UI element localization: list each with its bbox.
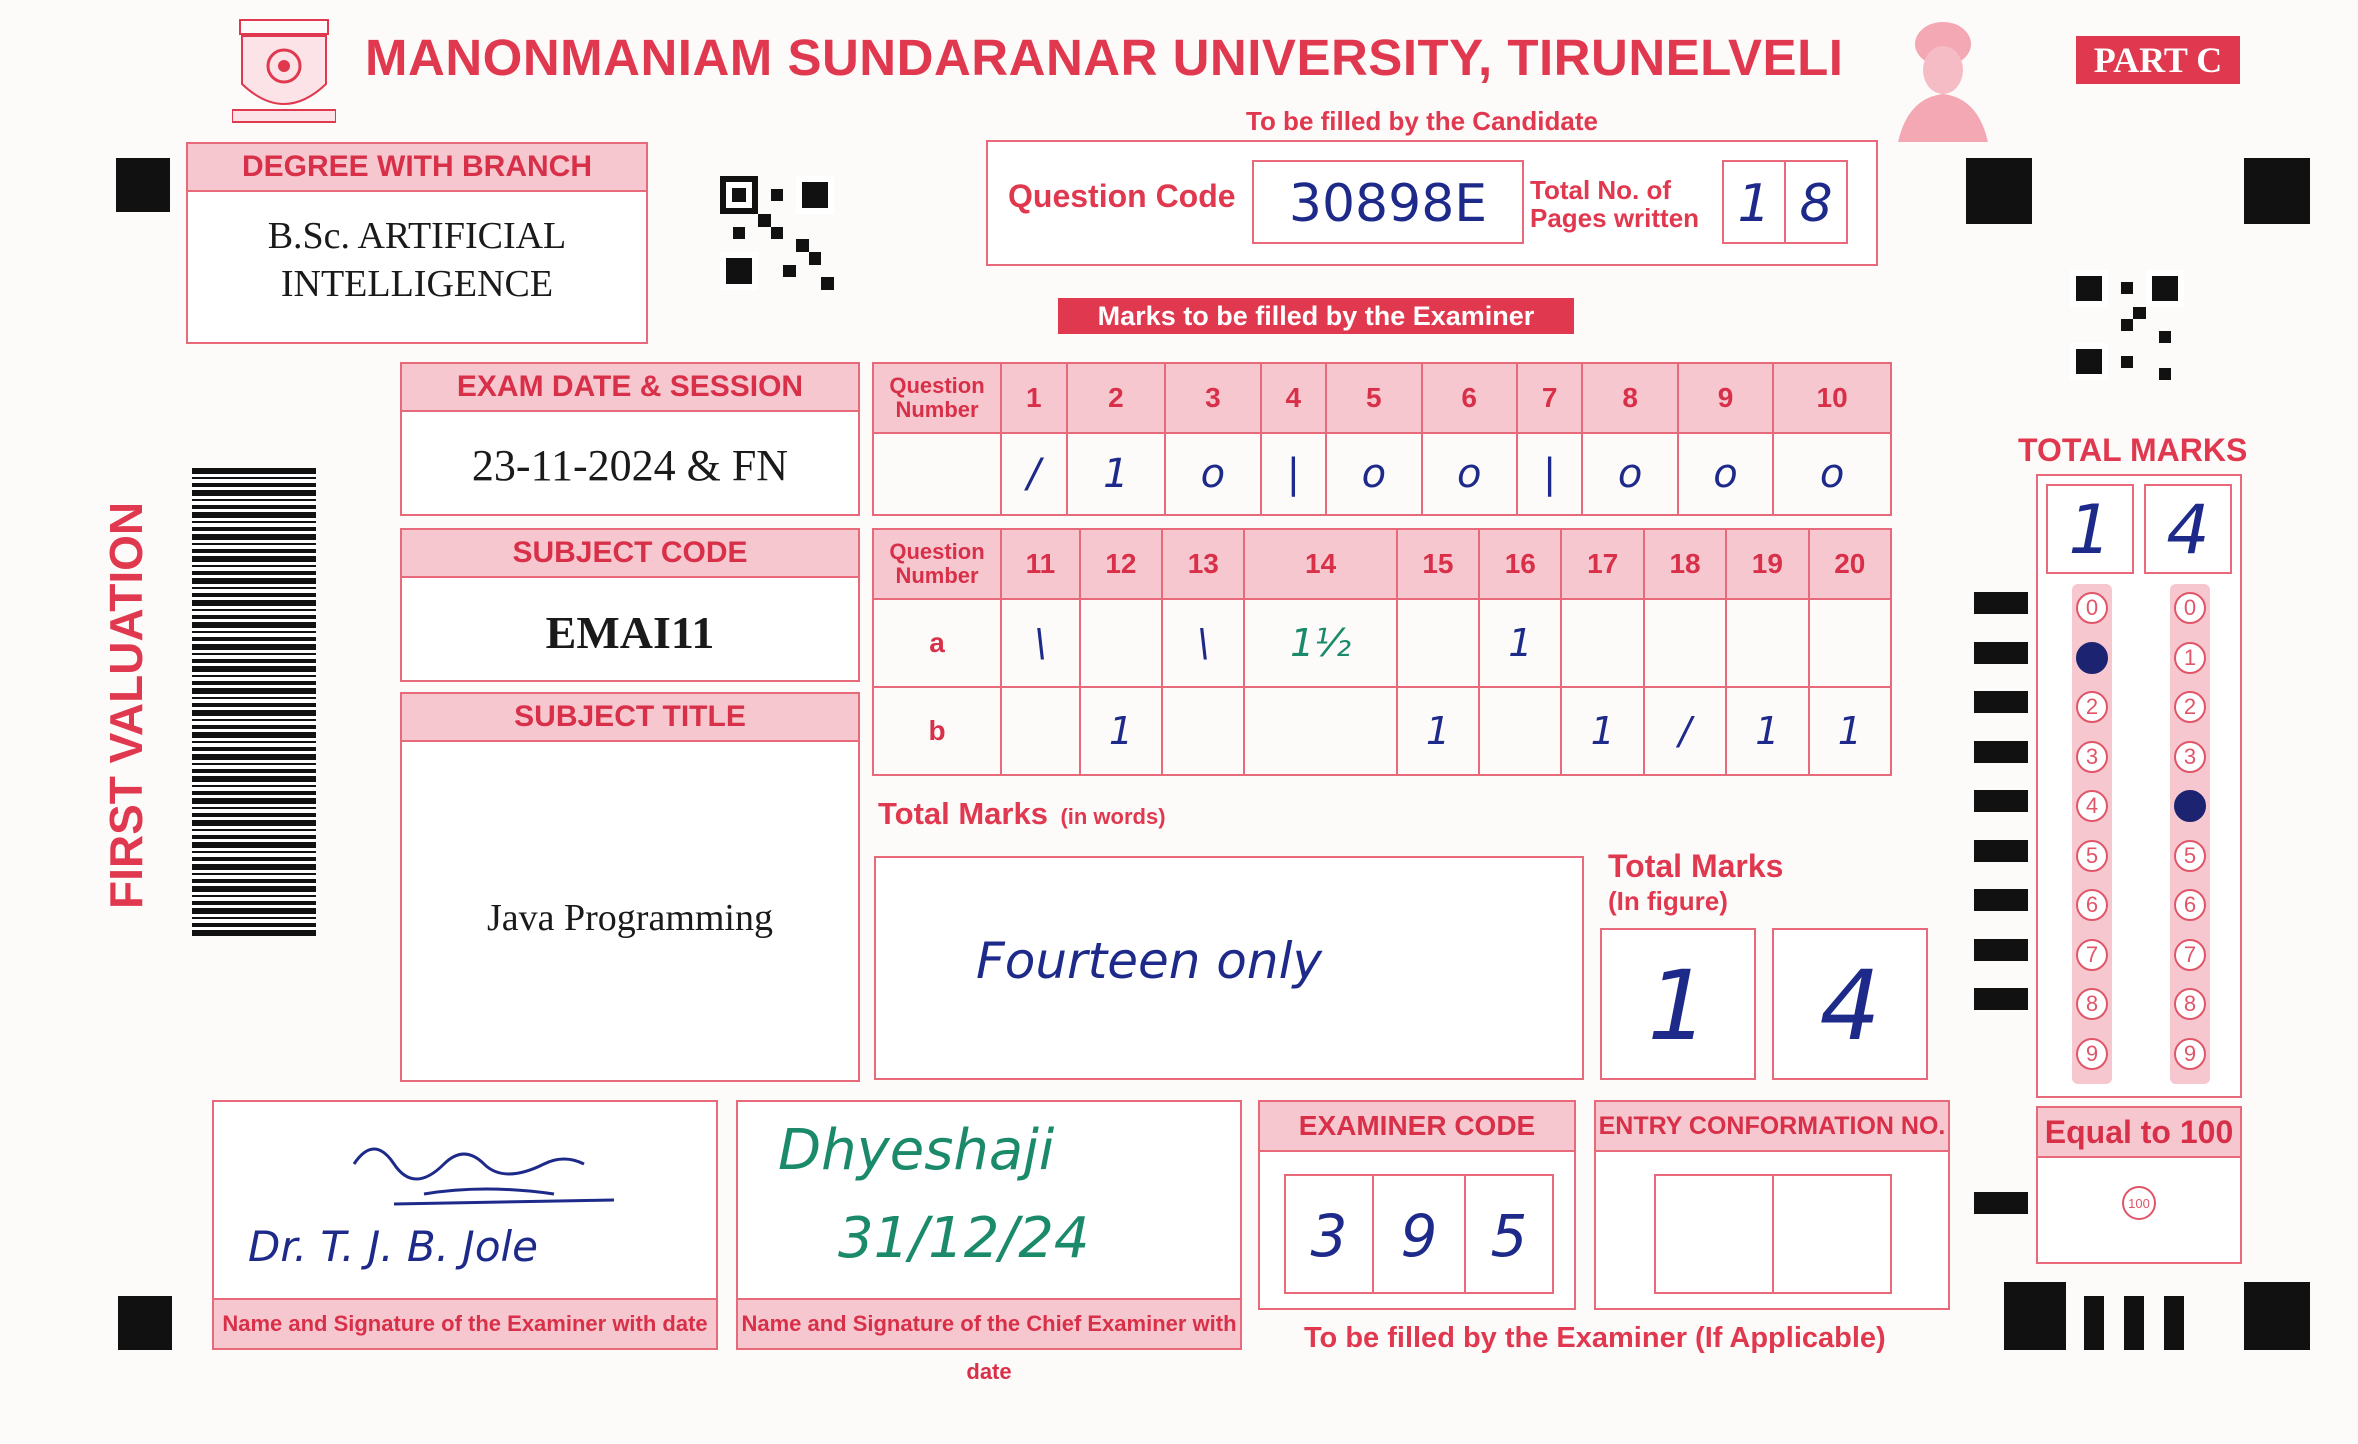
equal-100-label: Equal to 100 bbox=[2038, 1108, 2240, 1158]
chief-signature-caption: Name and Signature of the Chief Examiner with date bbox=[738, 1298, 1240, 1348]
question-number: 2 bbox=[1067, 363, 1166, 433]
total-marks-bubble-3[interactable]: 3 bbox=[2076, 741, 2108, 773]
timing-mark bbox=[1974, 840, 2028, 862]
total-figure-label: Total Marks bbox=[1608, 848, 1784, 884]
mark-cell: 1 bbox=[1397, 687, 1479, 775]
examiner-code-digit: 3 bbox=[1310, 1202, 1348, 1270]
mark-cell bbox=[1644, 599, 1726, 687]
mark-cell: / bbox=[1644, 687, 1726, 775]
timing-mark bbox=[1974, 691, 2028, 713]
valuation-label: FIRST VALUATION bbox=[100, 501, 152, 909]
entry-conf-label: ENTRY CONFORMATION NO. bbox=[1596, 1102, 1948, 1152]
bubble-column-1 bbox=[2072, 584, 2112, 1084]
question-number: 13 bbox=[1162, 529, 1244, 599]
part-label: PART C bbox=[2076, 36, 2240, 84]
total-marks-bubble-6[interactable]: 6 bbox=[2076, 889, 2108, 921]
total-marks-bubble-1[interactable]: 1 bbox=[2076, 642, 2108, 674]
equal-100-box bbox=[2036, 1106, 2242, 1264]
mark-cell: | bbox=[1261, 433, 1327, 515]
total-marks-bubble-0[interactable]: 0 bbox=[2076, 592, 2108, 624]
question-code-label: Question Code bbox=[1008, 178, 1236, 214]
mark-cell: o bbox=[1582, 433, 1677, 515]
total-marks-bubble-4[interactable]: 4 bbox=[2076, 790, 2108, 822]
mark-cell: o bbox=[1326, 433, 1421, 515]
subject-code-label: SUBJECT CODE bbox=[402, 530, 858, 578]
mark-cell bbox=[1479, 687, 1561, 775]
total-words-title: Total Marks bbox=[878, 796, 1048, 831]
question-number: 10 bbox=[1773, 363, 1891, 433]
side-total-box bbox=[2036, 474, 2242, 1098]
question-number-header bbox=[873, 529, 1001, 599]
degree-label: DEGREE WITH BRANCH bbox=[188, 144, 646, 192]
marks-table-1 bbox=[872, 362, 1892, 516]
question-number: 20 bbox=[1809, 529, 1891, 599]
mark-cell: o bbox=[1678, 433, 1773, 515]
pages-label bbox=[1530, 176, 1699, 232]
timing-mark bbox=[1974, 939, 2028, 961]
side-total-label: TOTAL MARKS bbox=[2018, 432, 2248, 468]
question-number: 8 bbox=[1582, 363, 1677, 433]
examiner-code-digit: 9 bbox=[1400, 1202, 1438, 1270]
examiner-signature-box bbox=[212, 1100, 718, 1350]
mark-cell bbox=[1561, 599, 1643, 687]
subject-code-box bbox=[400, 528, 860, 682]
question-number-label-1: Question bbox=[889, 539, 985, 564]
pages-label-line1: Total No. of bbox=[1530, 175, 1672, 205]
total-marks-bubble-5[interactable]: 5 bbox=[2174, 840, 2206, 872]
subject-code-value: EMAI11 bbox=[545, 607, 715, 658]
exam-date-box bbox=[400, 362, 860, 516]
examiner-signature-name: Dr. T. J. B. Jole bbox=[248, 1222, 539, 1271]
entry-conf-digit-box bbox=[1772, 1174, 1892, 1294]
mark-cell: 1 bbox=[1479, 599, 1561, 687]
question-code-value: 30898E bbox=[1288, 174, 1488, 234]
bubble-column-2 bbox=[2170, 584, 2210, 1084]
total-figure-sub: (In figure) bbox=[1608, 886, 1728, 916]
examiner-code-label: EXAMINER CODE bbox=[1260, 1102, 1574, 1152]
total-marks-bubble-7[interactable]: 7 bbox=[2174, 939, 2206, 971]
question-number: 7 bbox=[1517, 363, 1583, 433]
mark-cell: 1 bbox=[1809, 687, 1891, 775]
degree-line1: B.Sc. ARTIFICIAL bbox=[267, 215, 567, 257]
mark-cell: | bbox=[1517, 433, 1583, 515]
mark-cell bbox=[1162, 687, 1244, 775]
row-a-label: a bbox=[873, 599, 1001, 687]
mark-cell: o bbox=[1773, 433, 1891, 515]
question-number: 12 bbox=[1080, 529, 1162, 599]
question-number: 9 bbox=[1678, 363, 1773, 433]
question-number: 5 bbox=[1326, 363, 1421, 433]
equal-100-bubble[interactable]: 100 bbox=[2122, 1186, 2156, 1220]
total-words-box bbox=[874, 856, 1584, 1080]
timing-mark bbox=[1974, 790, 2028, 812]
qr-code-icon bbox=[720, 176, 834, 290]
examiner-signature-scribble bbox=[334, 1124, 634, 1224]
corner-marker bbox=[2004, 1282, 2066, 1350]
total-marks-bubble-1[interactable]: 1 bbox=[2174, 642, 2206, 674]
side-digit2-box bbox=[2144, 484, 2232, 574]
pages-digit1: 1 bbox=[1737, 174, 1771, 234]
candidate-note: To be filled by the Candidate bbox=[1246, 106, 1598, 136]
corner-marker bbox=[116, 158, 170, 212]
timing-mark bbox=[1974, 1192, 2028, 1214]
qr-code-icon bbox=[2070, 270, 2184, 380]
mark-cell bbox=[1809, 599, 1891, 687]
corner-marker bbox=[1966, 158, 2032, 224]
chief-signature-name: Dhyeshaji bbox=[778, 1118, 1055, 1183]
row-b-label: b bbox=[873, 687, 1001, 775]
total-words-sub: (in words) bbox=[1060, 804, 1166, 829]
exam-date-value: 23-11-2024 & FN bbox=[471, 441, 789, 490]
total-figure-digit2-box bbox=[1772, 928, 1928, 1080]
entry-conf-box bbox=[1594, 1100, 1950, 1310]
question-number-header bbox=[873, 363, 1001, 433]
mark-cell bbox=[1726, 599, 1808, 687]
mark-cell: / bbox=[1001, 433, 1067, 515]
total-marks-bubble-9[interactable]: 9 bbox=[2076, 1038, 2108, 1070]
total-marks-bubble-0[interactable]: 0 bbox=[2174, 592, 2206, 624]
mark-cell bbox=[1244, 687, 1396, 775]
entry-conf-digit-box bbox=[1654, 1174, 1774, 1294]
mark-cell: 1½ bbox=[1244, 599, 1396, 687]
total-marks-bubble-4[interactable]: 4 bbox=[2174, 790, 2206, 822]
mark-cell: 1 bbox=[1561, 687, 1643, 775]
question-number: 18 bbox=[1644, 529, 1726, 599]
subject-title-label: SUBJECT TITLE bbox=[402, 694, 858, 742]
pages-digit1-box bbox=[1722, 160, 1786, 244]
timing-mark bbox=[1974, 988, 2028, 1010]
examiner-code-box bbox=[1258, 1100, 1576, 1310]
total-words-value: Fourteen only bbox=[976, 932, 1323, 990]
question-number-label-1: Question bbox=[889, 373, 985, 398]
question-number-label-2: Number bbox=[895, 397, 979, 422]
mark-cell: \ bbox=[1162, 599, 1244, 687]
mark-cell: 1 bbox=[1067, 433, 1166, 515]
total-marks-bubble-2[interactable]: 2 bbox=[2076, 691, 2108, 723]
examiner-note: To be filled by the Examiner (If Applicable) bbox=[1304, 1322, 1886, 1354]
corner-marker bbox=[118, 1296, 172, 1350]
timing-mark bbox=[1974, 741, 2028, 763]
pages-digit2-box bbox=[1784, 160, 1848, 244]
question-number: 1 bbox=[1001, 363, 1067, 433]
question-code-value-box bbox=[1252, 160, 1524, 244]
examiner-code-digit-box bbox=[1464, 1174, 1554, 1294]
question-number: 3 bbox=[1165, 363, 1260, 433]
total-figure-digit2: 4 bbox=[1819, 950, 1881, 1062]
side-digit2: 4 bbox=[2166, 491, 2210, 570]
examiner-code-digit: 5 bbox=[1490, 1202, 1528, 1270]
subject-title-value: Java Programming bbox=[486, 897, 773, 939]
total-marks-bubble-6[interactable]: 6 bbox=[2174, 889, 2206, 921]
question-number: 4 bbox=[1261, 363, 1327, 433]
mark-cell bbox=[1001, 687, 1080, 775]
question-number: 17 bbox=[1561, 529, 1643, 599]
question-number-label-2: Number bbox=[895, 563, 979, 588]
total-marks-bubble-7[interactable]: 7 bbox=[2076, 939, 2108, 971]
mark-cell: o bbox=[1165, 433, 1260, 515]
total-figure-digit1-box bbox=[1600, 928, 1756, 1080]
timing-mark bbox=[1974, 889, 2028, 911]
corner-marker bbox=[2084, 1296, 2104, 1350]
chief-signature-box bbox=[736, 1100, 1242, 1384]
side-digit1-box bbox=[2046, 484, 2134, 574]
question-code-box bbox=[986, 140, 1878, 266]
examiner-code-digit-box bbox=[1284, 1174, 1374, 1294]
blank-cell bbox=[873, 433, 1001, 515]
question-number: 11 bbox=[1001, 529, 1080, 599]
total-marks-bubble-3[interactable]: 3 bbox=[2174, 741, 2206, 773]
total-marks-bubble-5[interactable]: 5 bbox=[2076, 840, 2108, 872]
mark-cell: 1 bbox=[1080, 687, 1162, 775]
exam-date-label: EXAM DATE & SESSION bbox=[402, 364, 858, 412]
university-logo bbox=[232, 14, 336, 126]
total-marks-bubble-8[interactable]: 8 bbox=[2174, 988, 2206, 1020]
question-number: 6 bbox=[1422, 363, 1517, 433]
corner-marker bbox=[2164, 1296, 2184, 1350]
mark-cell bbox=[1080, 599, 1162, 687]
question-number: 19 bbox=[1726, 529, 1808, 599]
corner-marker bbox=[2124, 1296, 2144, 1350]
chief-signature-date: 31/12/24 bbox=[838, 1206, 1090, 1271]
degree-box bbox=[186, 142, 648, 344]
question-number: 14 bbox=[1244, 529, 1396, 599]
timing-marks bbox=[1970, 592, 2032, 1232]
mark-cell: o bbox=[1422, 433, 1517, 515]
examiner-banner: Marks to be filled by the Examiner bbox=[1058, 298, 1574, 334]
corner-marker bbox=[2244, 158, 2310, 224]
question-number: 16 bbox=[1479, 529, 1561, 599]
pages-label-line2: Pages written bbox=[1530, 203, 1700, 233]
marks-table-2 bbox=[872, 528, 1892, 776]
timing-mark bbox=[1974, 642, 2028, 664]
question-number: 15 bbox=[1397, 529, 1479, 599]
corner-marker bbox=[2244, 1282, 2310, 1350]
total-words-label bbox=[878, 796, 1166, 832]
founder-portrait bbox=[1888, 14, 1998, 142]
total-marks-bubble-2[interactable]: 2 bbox=[2174, 691, 2206, 723]
degree-line2: INTELLIGENCE bbox=[280, 263, 554, 305]
pages-digit2: 8 bbox=[1799, 174, 1833, 234]
examiner-code-digit-box bbox=[1372, 1174, 1466, 1294]
side-digit1: 1 bbox=[2068, 491, 2112, 570]
barcode bbox=[192, 468, 316, 936]
examiner-signature-caption: Name and Signature of the Examiner with date bbox=[214, 1298, 716, 1348]
mark-cell: 1 bbox=[1726, 687, 1808, 775]
total-marks-bubble-9[interactable]: 9 bbox=[2174, 1038, 2206, 1070]
mark-cell: \ bbox=[1001, 599, 1080, 687]
timing-mark bbox=[1974, 592, 2028, 614]
subject-title-box bbox=[400, 692, 860, 1082]
total-marks-bubble-8[interactable]: 8 bbox=[2076, 988, 2108, 1020]
mark-cell bbox=[1397, 599, 1479, 687]
total-figure-digit1: 1 bbox=[1647, 950, 1709, 1062]
university-title: MANONMANIAM SUNDARANAR UNIVERSITY, TIRUNELVELI bbox=[365, 29, 1844, 86]
